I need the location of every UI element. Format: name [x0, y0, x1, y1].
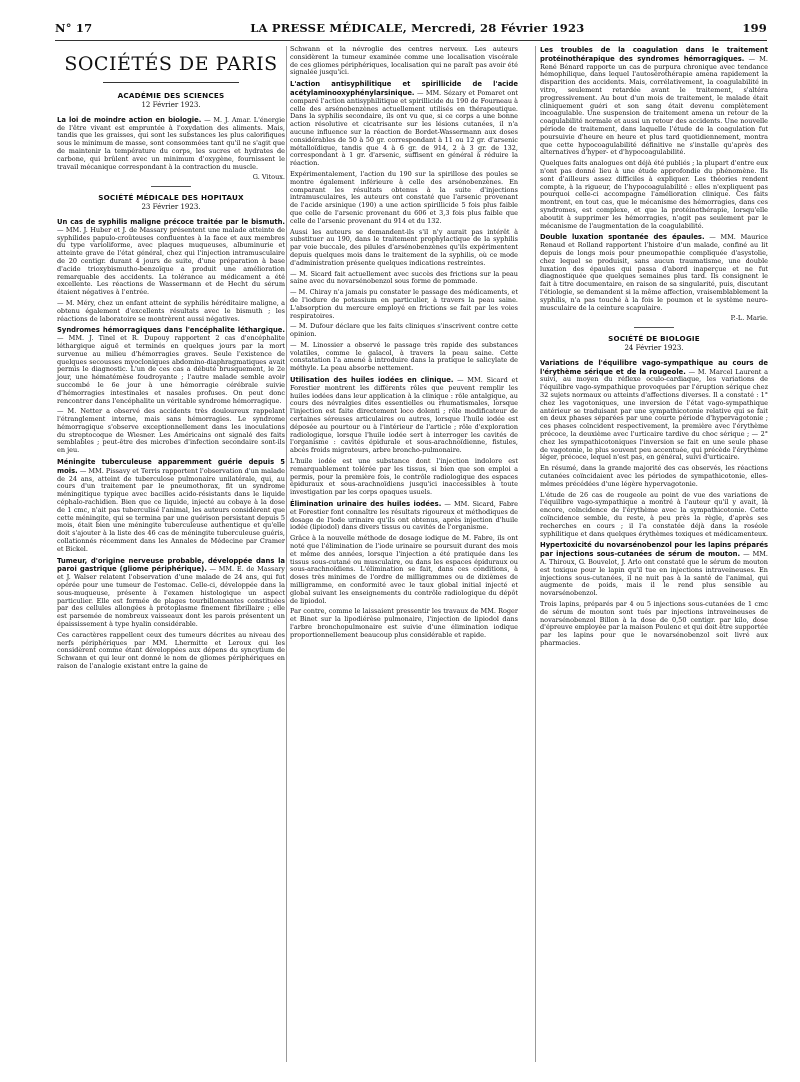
society-heading: SOCIÉTÉ MÉDICALE DES HOPITAUX [98, 193, 244, 203]
article-heading: Les troubles de la coagulation dans le traitement protéinothérapique des syndromes hémorragiques. [540, 46, 768, 63]
article-text: — MM. Sicard, Fabre et Forestier font connaître les résultats rigoureux et méthodiques de dosage de l'iode urinaire qu'ils ont obtenus, après injection d'huile iodée (lipiodol) dans divers tissus ou cavités de l'organisme. [290, 500, 518, 532]
column-divider-2 [535, 46, 536, 1062]
article-text: — M. Chiray n'a jamais pu constater le passage des médicaments, et de l'iodure de potassium en particulier, à travers la peau saine. L'absorption du mercure employé en frictions se fait par les voies respiratoires. [290, 288, 518, 320]
article-text: Grâce à la nouvelle méthode de dosage iodique de M. Fabre, ils ont noté que l'élimination de l'iode urinaire se poursuit durant des mois et même des années, lorsque l'injection a été pratiquée dans les tissus sous-cutané ou musculaire, ou dans les espaces épiduraux ou sous-arachnoïdiens. L'élimination se fait, dans ces conditions, à doses très minimes de l'ordre de milligrammes ou de dixièmes de milligramme, en conformité avec le taux global initial injecté et global suivant les enseignements du contrôle radiologique du dépôt de lipiodol. [290, 534, 518, 605]
page-number: 199 [742, 21, 767, 35]
title-rule [103, 82, 240, 83]
article-heading: Élimination urinaire des huiles iodées. [290, 500, 442, 509]
article [57, 326, 285, 405]
article-heading: Double luxation spontanée des épaules. [540, 233, 705, 242]
article-heading: Syndromes hémorragiques dans l'encéphalite léthargique. [57, 326, 285, 335]
article-text: — MM. Pissavy et Terris rapportent l'observation d'un malade de 24 ans, atteint de tuberculose pulmonaire unilatérale, qui, au cours d'un traitement par le pneumothorax, fit un syndrome méningitique typique avec bacilles acido-résistants dans le liquide céphalo-rachidien. Bien que ce liquide, injecté au cobaye à la dose de 1 cmc, n'ait pas tuberculisé l'animal, les auteurs considèrent que cette méningite, qui se termina par une guérison persistant depuis 5 mois, était bien une méningite tuberculeuse authentique et qu'elle doit s'ajouter à la liste des 46 cas de méningite tuberculeuse guéris, collationnés récemment dans les Annales de Médecine par Cramer et Bickel. [57, 466, 285, 553]
article-text: L'huile iodée est une substance dont l'injection indolore est remarquablement tolérée par les tissus, si bien que son emploi a permis, pour la première fois, le contrôle radiologique des espaces épiduraux et sous-arachnoïdiens jusqu'ici inaccessibles à toute investigation par les corps opaques usuels. [290, 457, 518, 497]
column-2 [290, 46, 518, 643]
article-text: — M. Méry, chez un enfant atteint de syphilis héréditaire maligne, a obtenu également d'excellents résultats avec le bismuth ; les réactions de laboratoire se montrèrent aussi négatives. [57, 298, 285, 323]
article-text: Schwann et la névroglie des centres nerveux. Les auteurs considèrent la tumeur examinée comme une localisation viscérale de ces gliomes périphériques, localisation qui ne paraît pas avoir été signalée jusqu'ici. [290, 45, 518, 77]
article-text: L'étude de 26 cas de rougeole au point de vue des variations de l'équilibre vago-sympathique a montré à l'auteur qu'il y avait, là encore, coïncidence de l'érythème avec la sympathicotonie. Cette coïncidence semble, du reste, à peu près la règle, d'après ses recherches en cours ; il l'a constatée déjà dans la roséole syphilitique et dans quelques érythèmes toxiques et médicamenteux. [540, 490, 768, 538]
article-text: Aussi les auteurs se demandent-ils s'il n'y aurait pas intérêt à substituer au 190, dans le traitement prophylactique de la syphilis par voie buccale, des pilules d'arsénobenzènes qu'ils expérimentent depuis quelques mois dans le traitement de la syphilis, où ce mode d'administration présente quelques indications restreintes. [290, 227, 518, 267]
article-text: — MM. Maurice Renaud et Rolland rapportent l'histoire d'un malade, confiné au lit depuis de longs mois pour pneumopathie compliquée d'asystolie, chez lequel se produisit, sans aucun traumatisme, une double luxation des épaules qui passa d'abord inaperçue et ne fut diagnostiquée que quelques semaines plus tard. Ils consignent le fait à titre documentaire, en raison de sa singularité, puis, discutant l'étiologie, se demandent si la même affection, vraisemblablement la syphilis, n'a pas touché à la fois le poumon et le système neuro-musculaire de la ceinture scapulaire. [540, 233, 768, 312]
separator [634, 327, 674, 328]
article [540, 541, 768, 598]
article-text: — M. Sicard fait actuellement avec succès des frictions sur la peau saine avec du novarsénobenzol sous forme de pommade. [290, 269, 518, 286]
article [57, 458, 285, 554]
article [290, 80, 518, 168]
journal-title: LA PRESSE MÉDICALE, Mercredi, 28 Février 1923 [250, 21, 585, 35]
page-header [55, 20, 767, 36]
session-date: 24 Février 1923. [624, 344, 684, 353]
article-text: — MM. E. de Massary et J. Walser relatent l'observation d'une malade de 24 ans, qui fut opérée pour une tumeur de l'estomac. Celle-ci, développée dans la sous-muqueuse, présente à l'examen histologique un aspect particulier. Elle est formée de plages tourbillonnantes constituées par des cellules allongées à protoplasme finement fibrillaire ; elle est parsemée de nombreux vaisseaux dont les parois présentent un épaississement à type hyalin considérable. [57, 565, 285, 629]
article-heading: Hypertoxicité du novarsénobenzol pour les lapins préparés par injections sous-cutanées de sérum de mouton. [540, 541, 768, 559]
article-text: — M. Marcel Laurent a suivi, au moyen du réflexe oculo-cardiaque, les variations de l'équilibre vago-sympathique provoquées par l'éruption sérique chez 32 sujets normaux ou atteints d'affections diverses. Il a constaté : 1° chez les vagotoniques, une inversion de l'état vago-sympathique antérieur se traduisant par une sympathicotonie relative qui se fait en deux phases séparées par une courte période d'hypervagotonie ; ces phases coïncident respectivement, la première avec l'érythème précoce, la deuxième avec l'urticaire tardive du choc sérique ; — 2° chez les sympathicotoniques l'inversion se fait en une seule phase de vagotonie, le plus souvent peu accentuée, qui précède l'érythème léger, précoce, lequel n'est pas, en général, suivi d'urticaire. [540, 367, 768, 462]
article [540, 359, 768, 462]
article-heading: Variations de l'équilibre vago-sympathique au cours de l'érythème sérique et de la rougeole. [540, 358, 768, 376]
article-text: — M. J. Amar. L'énergie de l'être vivant est empruntée à l'oxydation des aliments. Mais, tandis que les graisses, qui sont les substances les plus calorifiques sous le minimum de masse, sont consommées tant qu'il ne s'agit que de maintenir la température du corps, les sucres et hydrates de carbone, qui brûlent avec un minimum d'oxygène, fournissent le travail mécanique correspondant à la contraction du muscle. [57, 115, 285, 171]
header-rule [55, 40, 767, 41]
article [57, 218, 285, 297]
article-text: — MM. A. Thiroux, G. Bouvelot, J. Arlo ont constaté que le sérum de mouton est toxique pour le lapin qu'il tue en injections intraveineuses. En injections sous-cutanées, il ne nuit pas à la santé de l'animal, qui augmente de poids, mais il le rend plus sensible au novarsénobenzol. [540, 550, 768, 598]
article-heading: Tumeur, d'origine nerveuse probable, développée dans la paroi gastrique (gliome périphérique). [57, 556, 285, 574]
article-text: — M. Netter a observé des accidents très douloureux rappelant l'étranglement interne, mais sans hémorragies. Le syndrome hémorragique s'observe exceptionnellement dans les inoculations du streptocoque de Wiesner. Les Américains ont signalé des faits semblables ; peut-être des microbes d'infection secondaire sont-ils en jeu. [57, 407, 285, 455]
column-1 [57, 46, 285, 674]
column-3 [540, 46, 768, 651]
article-text: — MM. Sézary et Pomaret ont comparé l'action antisyphilitique et spirillicide du 190 de Fourneau à celle des arsénobenzènes actuellement utilisés en thérapeutique. Dans la syphilis secondaire, ils ont vu que, si ce corps a une bonne action résolutive et cicatrisante sur les lésions cutanées, il n'a aucune influence sur la réaction de Bordet-Wassermann aux doses considérables de 50 à 50 gr. correspondant à 11 ou 12 gr. d'arsenic métalloïdique, tandis que 4 à 6 gr. de 914, 2 à 3 gr. de 132, correspondant à 1 gr. d'arsenic, suffisent en général à réduire la réaction. [290, 88, 518, 168]
article-text: Expérimentalement, l'action du 190 sur la spirillose des poules se montre également inférieure à celle des arsénobenzènes. En comparant les résultats obtenus à la suite d'injections intramusculaires, les auteurs ont constaté que l'arsenic provenant de l'acide arsinique (190) a une action spirillicide 5 fois plus faible que celle de l'arsenic provenant du 606 et 3,3 fois plus faible que celle de l'arsenic provenant du 914 et du 132. [290, 169, 518, 225]
article-heading: La loi de moindre action en biologie. [57, 115, 202, 124]
article [57, 116, 285, 172]
article-text: — M. Dufour déclare que les faits cliniques s'inscrivent contre cette opinion. [290, 322, 518, 339]
article-text: Quelques faits analogues ont déjà été publiés ; la plupart d'entre eux n'ont pas donné lieu à une étude approfondie du phénomène. Ils sont d'ailleurs assez difficiles à expliquer. Les théories rendent compte, à la rigueur, de l'hypocoagulabilité : elles n'expliquent pas pourquoi celle-ci accompagne l'amélioration clinique. Ces faits montrent, en tout cas, que le mécanisme des hémorragies, dans ces syndromes, est complexe, et que la protéinothérapie, lorsqu'elle aboutit à supprimer les hémorragies, n'agit pas seulement par le mécanisme de l'augmentation de la coagulabilité. [540, 159, 768, 230]
article-text: — MM. J. Tinel et R. Dupouy rapportent 2 cas d'encéphalite léthargique aiguë et terminés en quelques jours par la mort survenue au milieu d'hémorragies graves. Seule l'existence de quelques secousses myocloniques abdomino-diaphragmatiques avait permis le diagnostic. L'un de ces cas a débuté brusquement, le 2e jour, une hématémèse foudroyante ; l'autre malade semble avoir succombé le 6e jour à une hémorragie cérébrale suivie d'hémorragies intestinales et nasales profuses. On peut donc rencontrer dans l'encéphalite un véritable syndrome hémorragique. [57, 334, 285, 405]
article-text: — M. René Bénard rapporte un cas de purpura chronique avec tendance hémophilique, dans lequel l'autosérothérapie amena rapidement la disparition des accidents. Mais, corrélativement, la coagulabilité in vitro, seulement retardée avant le traitement, s'altéra progressivement. Au bout d'un mois de traitement, le malade était cliniquement guéri et son sang était devenu complètement incoagulable. Une suspension de traitement amena un retour de la coagulabilité normale et aussi un retour des accidents. Une nouvelle période de traitement, dans laquelle l'étude de la coagulation fut poursuivie d'heure en heure et plus tard quotidiennement, montra que cette hypocoagulabilité définitive ne s'installe qu'après des alternatives d'hyper- et d'hypocoagulabilité. [540, 54, 768, 157]
signature: G. Vitoux. [252, 173, 285, 182]
society-heading: SOCIÉTÉ DE BIOLOGIE [608, 334, 700, 344]
article-text: Par contre, comme le laissaient pressentir les travaux de MM. Roger et Binet sur la lipodiérèse pulmonaire, l'injection de lipiodol dans l'arbre bronchopulmonaire est suivie d'une élimination iodique proportionnellement beaucoup plus considérable et rapide. [290, 607, 518, 639]
article-heading: Utilisation des huiles iodées en clinique. [290, 376, 454, 385]
session-date: 23 Février 1923. [141, 203, 201, 212]
article-text: En résumé, dans la grande majorité des cas observés, les réactions cutanées coïncidaient avec les périodes de sympathicotonie, elles-mêmes précédées d'une légère hypervagotonie. [540, 464, 768, 488]
article [57, 557, 285, 629]
article-text: — MM. Sicard et Forestier montrent les différents rôles que peuvent remplir les huiles iodées dans leur application à la clinique : rôle antalgique, au cours des névralgies dites essentielles ou rhumatismales, lorsque l'injection est faite directement loco dolenti ; rôle modificateur de certaines séreuses articulaires ou autres, lorsque l'huile iodée est déposée au pourtour ou à l'intérieur de l'article ; rôle d'exploration radiologique, lorsque l'huile iodée sert à interroger les cavités de l'organisme : cavités épidurale et sous-arachnoïdienne, fistules, abcès froids migrateurs, arbre broncho-pulmonaire. [290, 376, 518, 455]
separator [151, 186, 191, 187]
article-heading: Un cas de syphilis maligne précoce traitée par le bismuth. [57, 217, 285, 226]
article [540, 233, 768, 312]
society-heading: ACADÉMIE DES SCIENCES [117, 91, 225, 100]
article-text: — MM. J. Huber et J. de Massary présentent une malade atteinte de syphilides papulo-croûteuses confluentes à la face et aux membres du type varioliforme, avec plaques muqueuses, albuminurie et atteinte grave de l'état général, chez qui l'injection intramusculaire de 20 centigr. durant 4 jours de suite, d'une préparation à base d'acide trioxybismutho-benzoïque a produit une amélioration remarquable des accidents. La tolérance au médicament a été excellente. Les réactions de Wassermann et de Hecht du sérum étaient négatives à l'entrée. [57, 225, 285, 297]
article-heading: Méningite tuberculeuse apparemment guérie depuis 5 mois. [57, 458, 285, 475]
article-text: Trois lapins, préparés par 4 ou 5 injections sous-cutanées de 1 cmc de sérum de mouton sont tués par injections intraveineuses de novarsénobenzol Billon à la dose de 0,50 centigr. par kilo, dose d'épreuve employée par la maison Poulenc et qui doit être supportée par les lapins pour que le novarsénobenzol soit livré aux pharmacies. [540, 600, 768, 647]
article-heading: L'action antisyphilitique et spirillicide de l'acide acétylaminooxyphénylarsinique. [290, 80, 518, 97]
article-text: — M. Linossier a observé le passage très rapide des substances volatiles, comme le gaïacol, à travers la peau saine. Cette constatation l'a amené à introduire dans la pratique le salicylate de méthyle. La peau absorbe nettement. [290, 340, 518, 373]
column-divider-1 [286, 46, 287, 1062]
issue-number: N° 17 [55, 21, 93, 35]
article [290, 376, 518, 455]
article [290, 500, 518, 532]
signature: P.-L. Marie. [730, 314, 768, 323]
article-text: Ces caractères rappellent ceux des tumeurs décrites au niveau des nerfs périphériques par MM. Lhermitte et Leroux qui les considèrent comme étant développées aux dépens du syncytium de Schwann et qui leur ont donné le nom de gliomes périphériques en raison de l'analogie existant entre la gaine de [57, 630, 285, 670]
article [540, 46, 768, 157]
section-title: SOCIÉTÉS DE PARIS [64, 53, 278, 75]
session-date: 12 Février 1923. [141, 101, 201, 109]
